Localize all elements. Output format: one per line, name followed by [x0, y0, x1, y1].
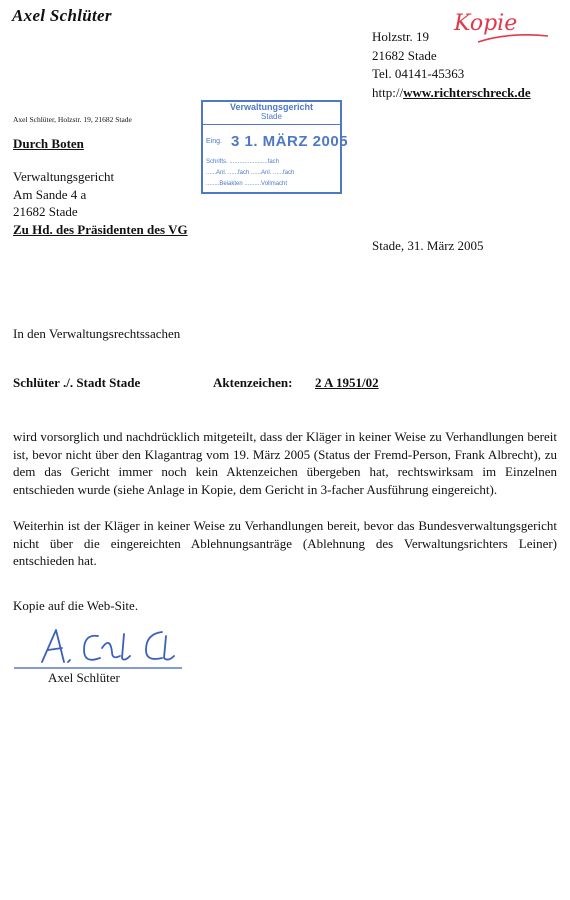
website-prefix: http://	[372, 84, 404, 100]
letter-date: Stade, 31. März 2005	[372, 238, 484, 253]
case-number-label: Aktenzeichen:	[213, 375, 293, 390]
sender-website[interactable]	[372, 84, 531, 103]
intro-line: In den Verwaltungsrechtssachen	[13, 326, 181, 341]
svg-text:Kopie: Kopie	[454, 11, 518, 36]
received-stamp	[201, 100, 349, 194]
recipient-attention: Zu Hd. des Präsidenten des VG	[13, 221, 188, 237]
signer-name: Axel Schlüter	[48, 670, 120, 685]
recipient-line-2: Am Sande 4 a	[13, 186, 87, 202]
sender-phone: Tel. 04141-45363	[372, 66, 465, 81]
stamp-row-anlagen: ......Anl. ......fach ......Anl. ......fach	[206, 170, 295, 176]
sender-name: Axel Schlüter	[12, 6, 112, 25]
stamp-row-schriftsatz: Schrifts. .......................fach	[206, 159, 280, 165]
closing-note: Kopie auf die Web-Site.	[13, 598, 139, 613]
recipient-line-1: Verwaltungsgericht	[13, 169, 115, 184]
stamp-date: 3 1. MÄRZ 2005	[231, 133, 349, 150]
body-paragraph-1: wird vorsorglich und nachdrücklich mitgeteilt, dass der Kläger in keiner Weise zu Verhandlungen bereit ist, bevor nicht über den Klagantrag vom 19. März 2005 (Status der Fremd-Person, Frank Albrecht), zu dem das Gericht immer noch kein Aktenzeichen übergeben hat, rechtswirksam im Einzelnen entschieden wurde (siehe Anlage in Kopie, dem Gericht in 3-facher Ausführung eingereicht).	[13, 429, 557, 497]
body-paragraph-2: Weiterhin ist der Kläger in keiner Weise zu Verhandlungen bereit, bevor das Bundesverwaltungsgericht nicht über die eingereichten Ablehnungsanträge (Ablehnung des Verwaltungsrichters Leiner) entschieden hat.	[13, 518, 557, 568]
stamp-divider	[203, 124, 340, 125]
sender-city: 21682 Stade	[372, 47, 437, 63]
recipient-line-3: 21682 Stade	[13, 204, 78, 219]
sender-street: Holzstr. 19	[372, 29, 430, 44]
stamp-title: Verwaltungsgericht	[229, 102, 314, 112]
handwritten-signature	[12, 622, 188, 674]
stamp-received-label: Eing.	[206, 138, 222, 145]
return-address-line: Axel Schlüter, Holzstr. 19, 21682 Stade	[13, 115, 132, 124]
stamp-row-beiakten: ........Beiakten ..........Vollmacht	[206, 181, 288, 187]
recipient-address-block	[13, 168, 188, 238]
delivery-note: Durch Boten	[13, 136, 84, 151]
stamp-subtitle: Stade	[261, 112, 282, 121]
website-link[interactable]: www.richterschreck.de	[403, 84, 531, 100]
case-number: 2 A 1951/02	[315, 375, 379, 390]
sender-address-block	[372, 28, 531, 102]
case-parties: Schlüter ./. Stadt Stade	[13, 375, 141, 390]
